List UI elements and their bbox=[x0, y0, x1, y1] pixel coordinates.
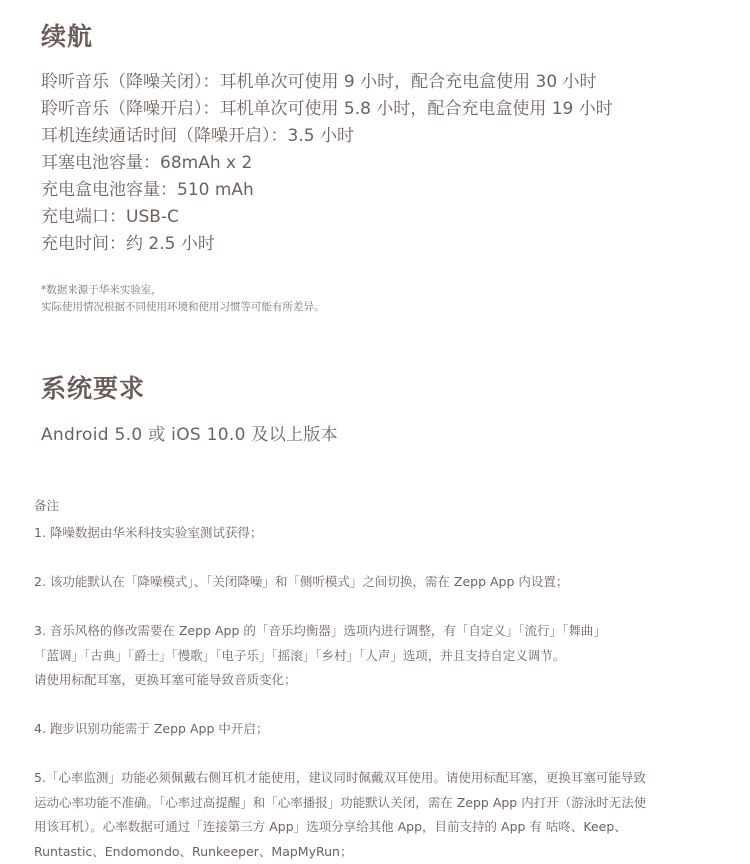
note-item-5 bbox=[34, 766, 724, 864]
system-section-title: 系统要求 bbox=[41, 369, 145, 405]
note-item-4 bbox=[34, 717, 724, 742]
note-line: 1. 降噪数据由华米科技实验室测试获得； bbox=[34, 521, 724, 546]
battery-spec-list bbox=[41, 69, 613, 258]
source-note-line: *数据来源于华米实验室， bbox=[41, 282, 325, 299]
note-line: 3. 音乐风格的修改需要在 Zepp App 的「音乐均衡器」选项内进行调整，有「自定义」「流行」「舞曲」 bbox=[34, 619, 724, 644]
spec-line-charging-time: 充电时间：约 2.5 小时 bbox=[41, 231, 613, 258]
spec-line-music-anc-off: 聆听音乐（降噪关闭）：耳机单次可使用 9 小时，配合充电盒使用 30 小时 bbox=[41, 69, 613, 96]
note-line: 4. 跑步识别功能需于 Zepp App 中开启； bbox=[34, 717, 724, 742]
note-line: 请使用标配耳塞，更换耳塞可能导致音质变化； bbox=[34, 668, 724, 693]
spec-line-charging-port: 充电端口：USB-C bbox=[41, 204, 613, 231]
source-note-line: 实际使用情况根据不同使用环境和使用习惯等可能有所差异。 bbox=[41, 299, 325, 316]
note-line: Runtastic、Endomondo、Runkeeper、MapMyRun； bbox=[34, 840, 724, 864]
spec-line-call-time: 耳机连续通话时间（降噪开启）：3.5 小时 bbox=[41, 123, 613, 150]
spec-line-music-anc-on: 聆听音乐（降噪开启）：耳机单次可使用 5.8 小时，配合充电盒使用 19 小时 bbox=[41, 96, 613, 123]
note-line: 运动心率功能不准确。「心率过高提醒」和「心率播报」功能默认关闭，需在 Zepp App 内打开（游泳时无法使 bbox=[34, 791, 724, 816]
note-line: 用该耳机）。心率数据可通过「连接第三方 App」选项分享给其他 App，目前支持的 App 有 咕咚、Keep、 bbox=[34, 815, 724, 840]
notes-block bbox=[34, 497, 724, 864]
note-item-3 bbox=[34, 619, 724, 693]
note-line: 2. 该功能默认在「降噪模式」、「关闭降噪」和「侧听模式」之间切换，需在 Zepp App 内设置； bbox=[34, 570, 724, 595]
spec-line-earbud-battery: 耳塞电池容量：68mAh x 2 bbox=[41, 150, 613, 177]
note-line: 5.「心率监测」功能必须佩戴右侧耳机才能使用，建议同时佩戴双耳使用。请使用标配耳塞，更换耳塞可能导致 bbox=[34, 766, 724, 791]
note-line: 「蓝调」「古典」「爵士」「慢歌」「电子乐」「摇滚」「乡村」「人声」选项，并且支持自定义调节。 bbox=[34, 644, 724, 669]
system-requirement: Android 5.0 或 iOS 10.0 及以上版本 bbox=[41, 420, 338, 445]
spec-line-case-battery: 充电盒电池容量：510 mAh bbox=[41, 177, 613, 204]
notes-title: 备注 bbox=[34, 497, 724, 515]
battery-section-title: 续航 bbox=[41, 17, 93, 53]
battery-source-note bbox=[41, 282, 325, 316]
note-item-1 bbox=[34, 521, 724, 546]
note-item-2 bbox=[34, 570, 724, 595]
